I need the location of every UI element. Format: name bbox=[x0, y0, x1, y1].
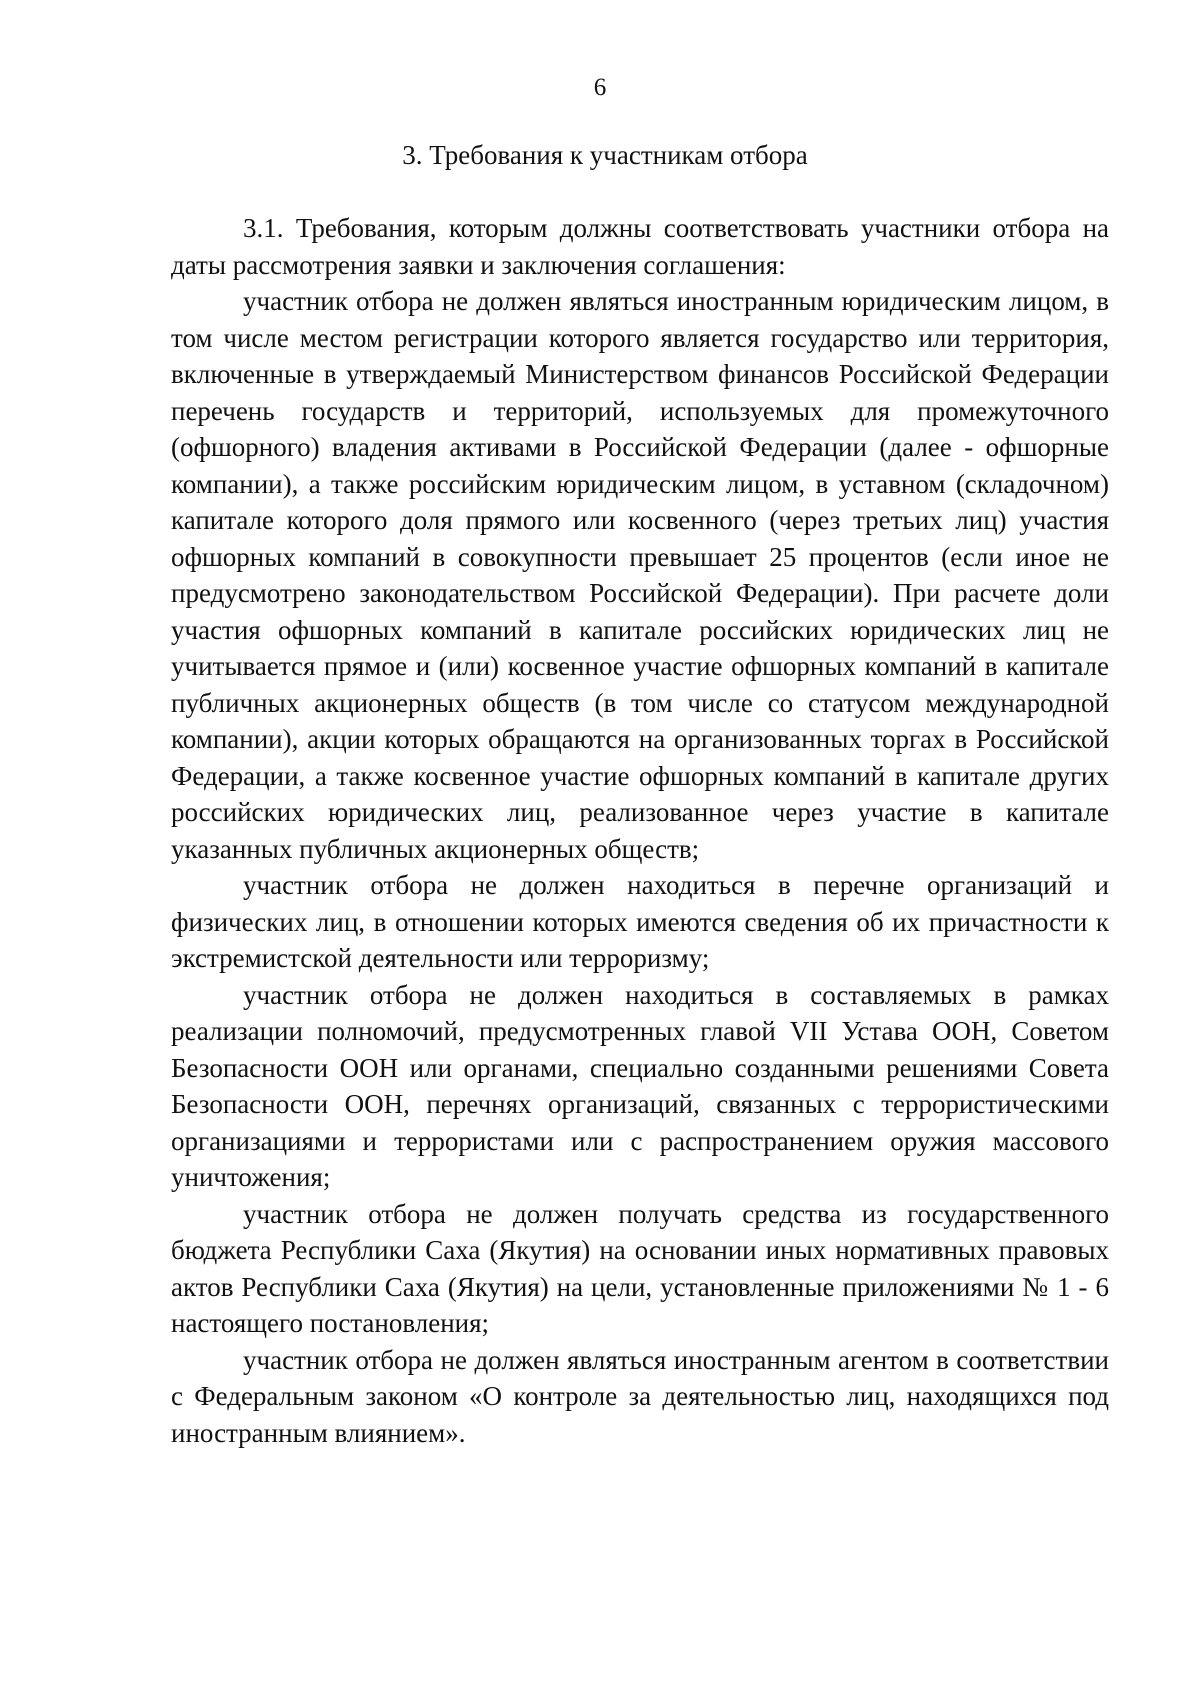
document-body bbox=[171, 210, 1109, 1451]
page-number: 6 bbox=[593, 74, 607, 101]
paragraph-un-security-council-list: участник отбора не должен находиться в составляемых в рамках реализации полномочий, предусмотренных главой VII Устава ООН, Советом Безопасности ООН или органами, специально созданными решениями Совета Безопасности ООН, перечнях организаций, связанных с террористическими организациями и террористами или с распространением оружия массового уничтожения; bbox=[171, 979, 1109, 1192]
paragraph-offshore-requirement: участник отбора не должен являться иностранным юридическим лицом, в том числе местом регистрации которого является государство или территория, включенные в утверждаемый Министерством финансов Российской Федерации перечень государств и территорий, используемых для промежуточного (офшорного) владения активами в Российской Федерации (далее - офшорные компании), а также российским юридическим лицом, в уставном (складочном) капитале которого доля прямого или косвенного (через третьих лиц) участия офшорных компаний в совокупности превышает 25 процентов (если иное не предусмотрено законодательством Российской Федерации). При расчете доли участия офшорных компаний в капитале российских юридических лиц не учитывается прямое и (или) косвенное участие офшорных компаний в капитале публичных акционерных обществ (в том числе со статусом международной компании), акции которых обращаются на организованных торгах в Российской Федерации, а также косвенное участие офшорных компаний в капитале других российских юридических лиц, реализованное через участие в капитале указанных публичных акционерных обществ; bbox=[171, 286, 1109, 864]
paragraph-extremism-list: участник отбора не должен находиться в перечне организаций и физических лиц, в отношении которых имеются сведения об их причастности к экстремистской деятельности или терроризму; bbox=[171, 870, 1109, 973]
paragraph-3-1: 3.1. Требования, которым должны соответствовать участники отбора на даты рассмотрения заявки и заключения соглашения: bbox=[171, 213, 1109, 280]
section-title: 3. Требования к участникам отбора bbox=[402, 140, 808, 170]
paragraph-budget-funds: участник отбора не должен получать средства из государственного бюджета Республики Саха (Якутия) на основании иных нормативных правовых актов Республики Саха (Якутия) на цели, установленные приложениями № 1 - 6 настоящего постановления; bbox=[171, 1198, 1109, 1338]
paragraph-foreign-agent: участник отбора не должен являться иностранным агентом в соответствии с Федеральным законом «О контроле за деятельностью лиц, находящихся под иностранным влиянием». bbox=[171, 1344, 1109, 1448]
